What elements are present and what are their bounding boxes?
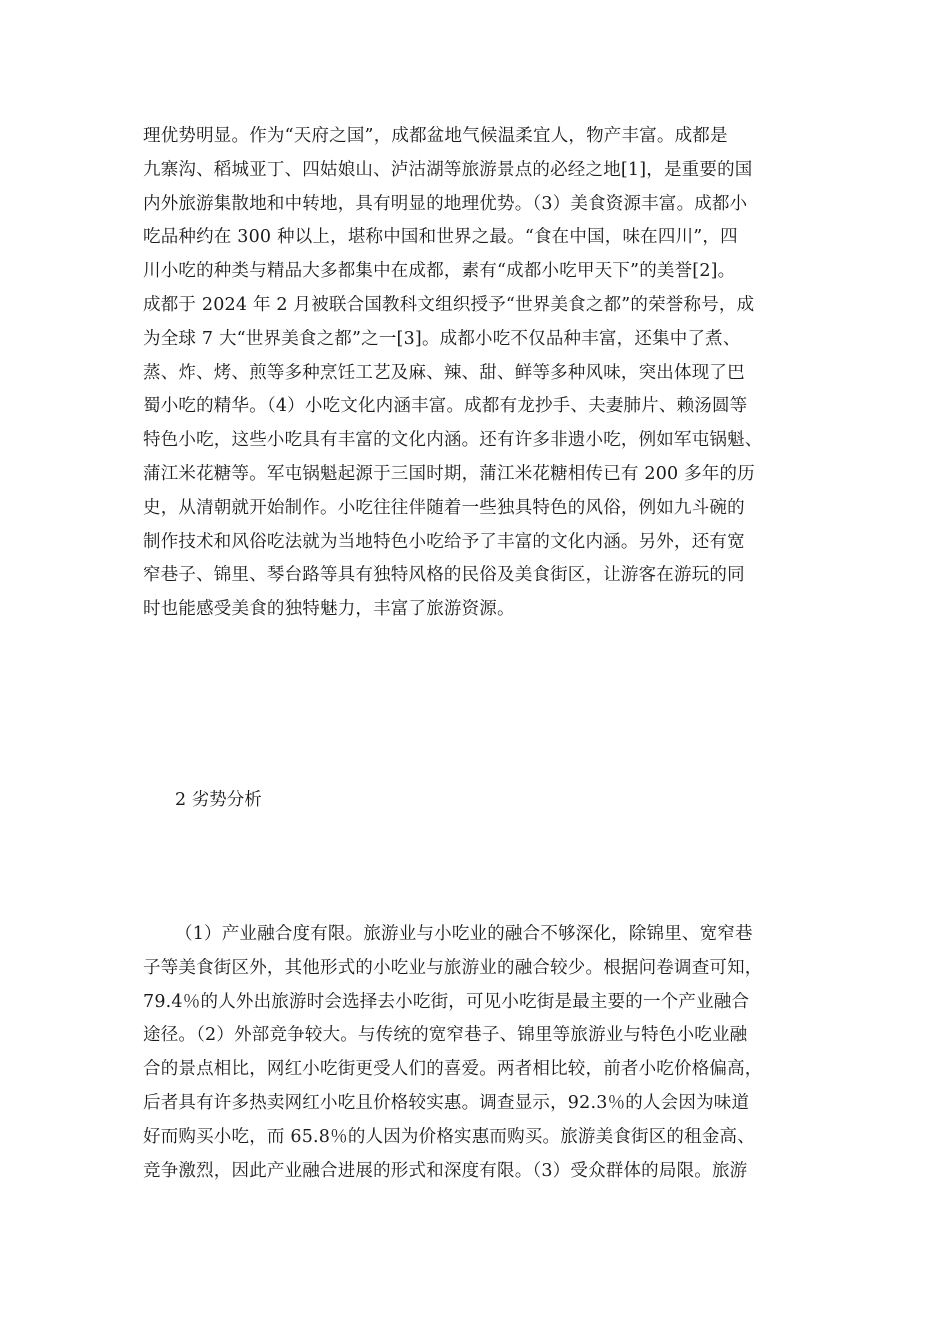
section-heading: 2 劣势分析 — [175, 790, 262, 810]
text-line: 合的景点相比，网红小吃街更受人们的喜爱。两者相比较，前者小吃价格偏高， — [143, 1059, 763, 1080]
text-line: 79.4％的人外出旅游时会选择去小吃街，可见小吃街是最主要的一个产业融合 — [143, 991, 750, 1012]
text-line: 子等美食街区外，其他形式的小吃业与旅游业的融合较少。根据问卷调查可知， — [143, 957, 763, 978]
text-line: 特色小吃，这些小吃具有丰富的文化内涵。还有许多非遗小吃，例如军屯锅魁、 — [143, 430, 763, 451]
text-line: 好而购买小吃，而 65.8％的人因为价格实惠而购买。旅游美食街区的租金高、 — [143, 1126, 755, 1147]
text-line: 制作技术和风俗吃法就为当地特色小吃给予了丰富的文化内涵。另外，还有宽 — [143, 531, 745, 552]
text-line: 竞争激烈，因此产业融合进展的形式和深度有限。（3）受众群体的局限。旅游 — [143, 1160, 748, 1181]
text-line: 内外旅游集散地和中转地，具有明显的地理优势。（3）美食资源丰富。成都小 — [143, 193, 748, 214]
text-line: 理优势明显。作为“天府之国”，成都盆地气候温柔宜人，物产丰富。成都是 — [143, 126, 728, 146]
text-line: 时也能感受美食的独特魅力，丰富了旅游资源。 — [143, 599, 515, 620]
text-line: 蒲江米花糖等。军屯锅魁起源于三国时期，蒲江米花糖相传已有 200 多年的历 — [143, 464, 755, 484]
text-line: （1）产业融合度有限。旅游业与小吃业的融合不够深化，除锦里、宽窄巷 — [175, 924, 753, 944]
text-line: 蜀小吃的精华。（4）小吃文化内涵丰富。成都有龙抄手、夫妻肺片、赖汤圆等 — [143, 396, 748, 417]
text-line: 窄巷子、锦里、琴台路等具有独特风格的民俗及美食街区，让游客在游玩的同 — [143, 565, 745, 586]
text-line: 蒸、炸、烤、煎等多种烹饪工艺及麻、辣、甜、鲜等多种风味，突出体现了巴 — [143, 362, 745, 383]
text-line: 九寨沟、稻城亚丁、四姑娘山、泸沽湖等旅游景点的必经之地[1]，是重要的国 — [143, 159, 753, 180]
text-line: 后者具有许多热卖网红小吃且价格较实惠。调查显示，92.3％的人会因为味道 — [143, 1093, 750, 1113]
text-line: 成都于 2024 年 2 月被联合国教科文组织授予“世界美食之都”的荣誉称号，成 — [143, 295, 755, 315]
text-line: 途径。（2）外部竞争较大。与传统的宽窄巷子、锦里等旅游业与特色小吃业融 — [143, 1025, 748, 1046]
text-line: 史，从清朝就开始制作。小吃往往伴随着一些独具特色的风俗，例如九斗碗的 — [143, 497, 745, 518]
text-line: 吃品种约在 300 种以上，堪称中国和世界之最。“食在中国，味在四川”，四 — [143, 227, 738, 248]
text-line: 为全球 7 大“世界美食之都”之一[3]。成都小吃不仅品种丰富，还集中了煮、 — [143, 328, 741, 349]
text-line: 川小吃的种类与精品大多都集中在成都，素有“成都小吃甲天下”的美誉[2]。 — [143, 261, 736, 282]
